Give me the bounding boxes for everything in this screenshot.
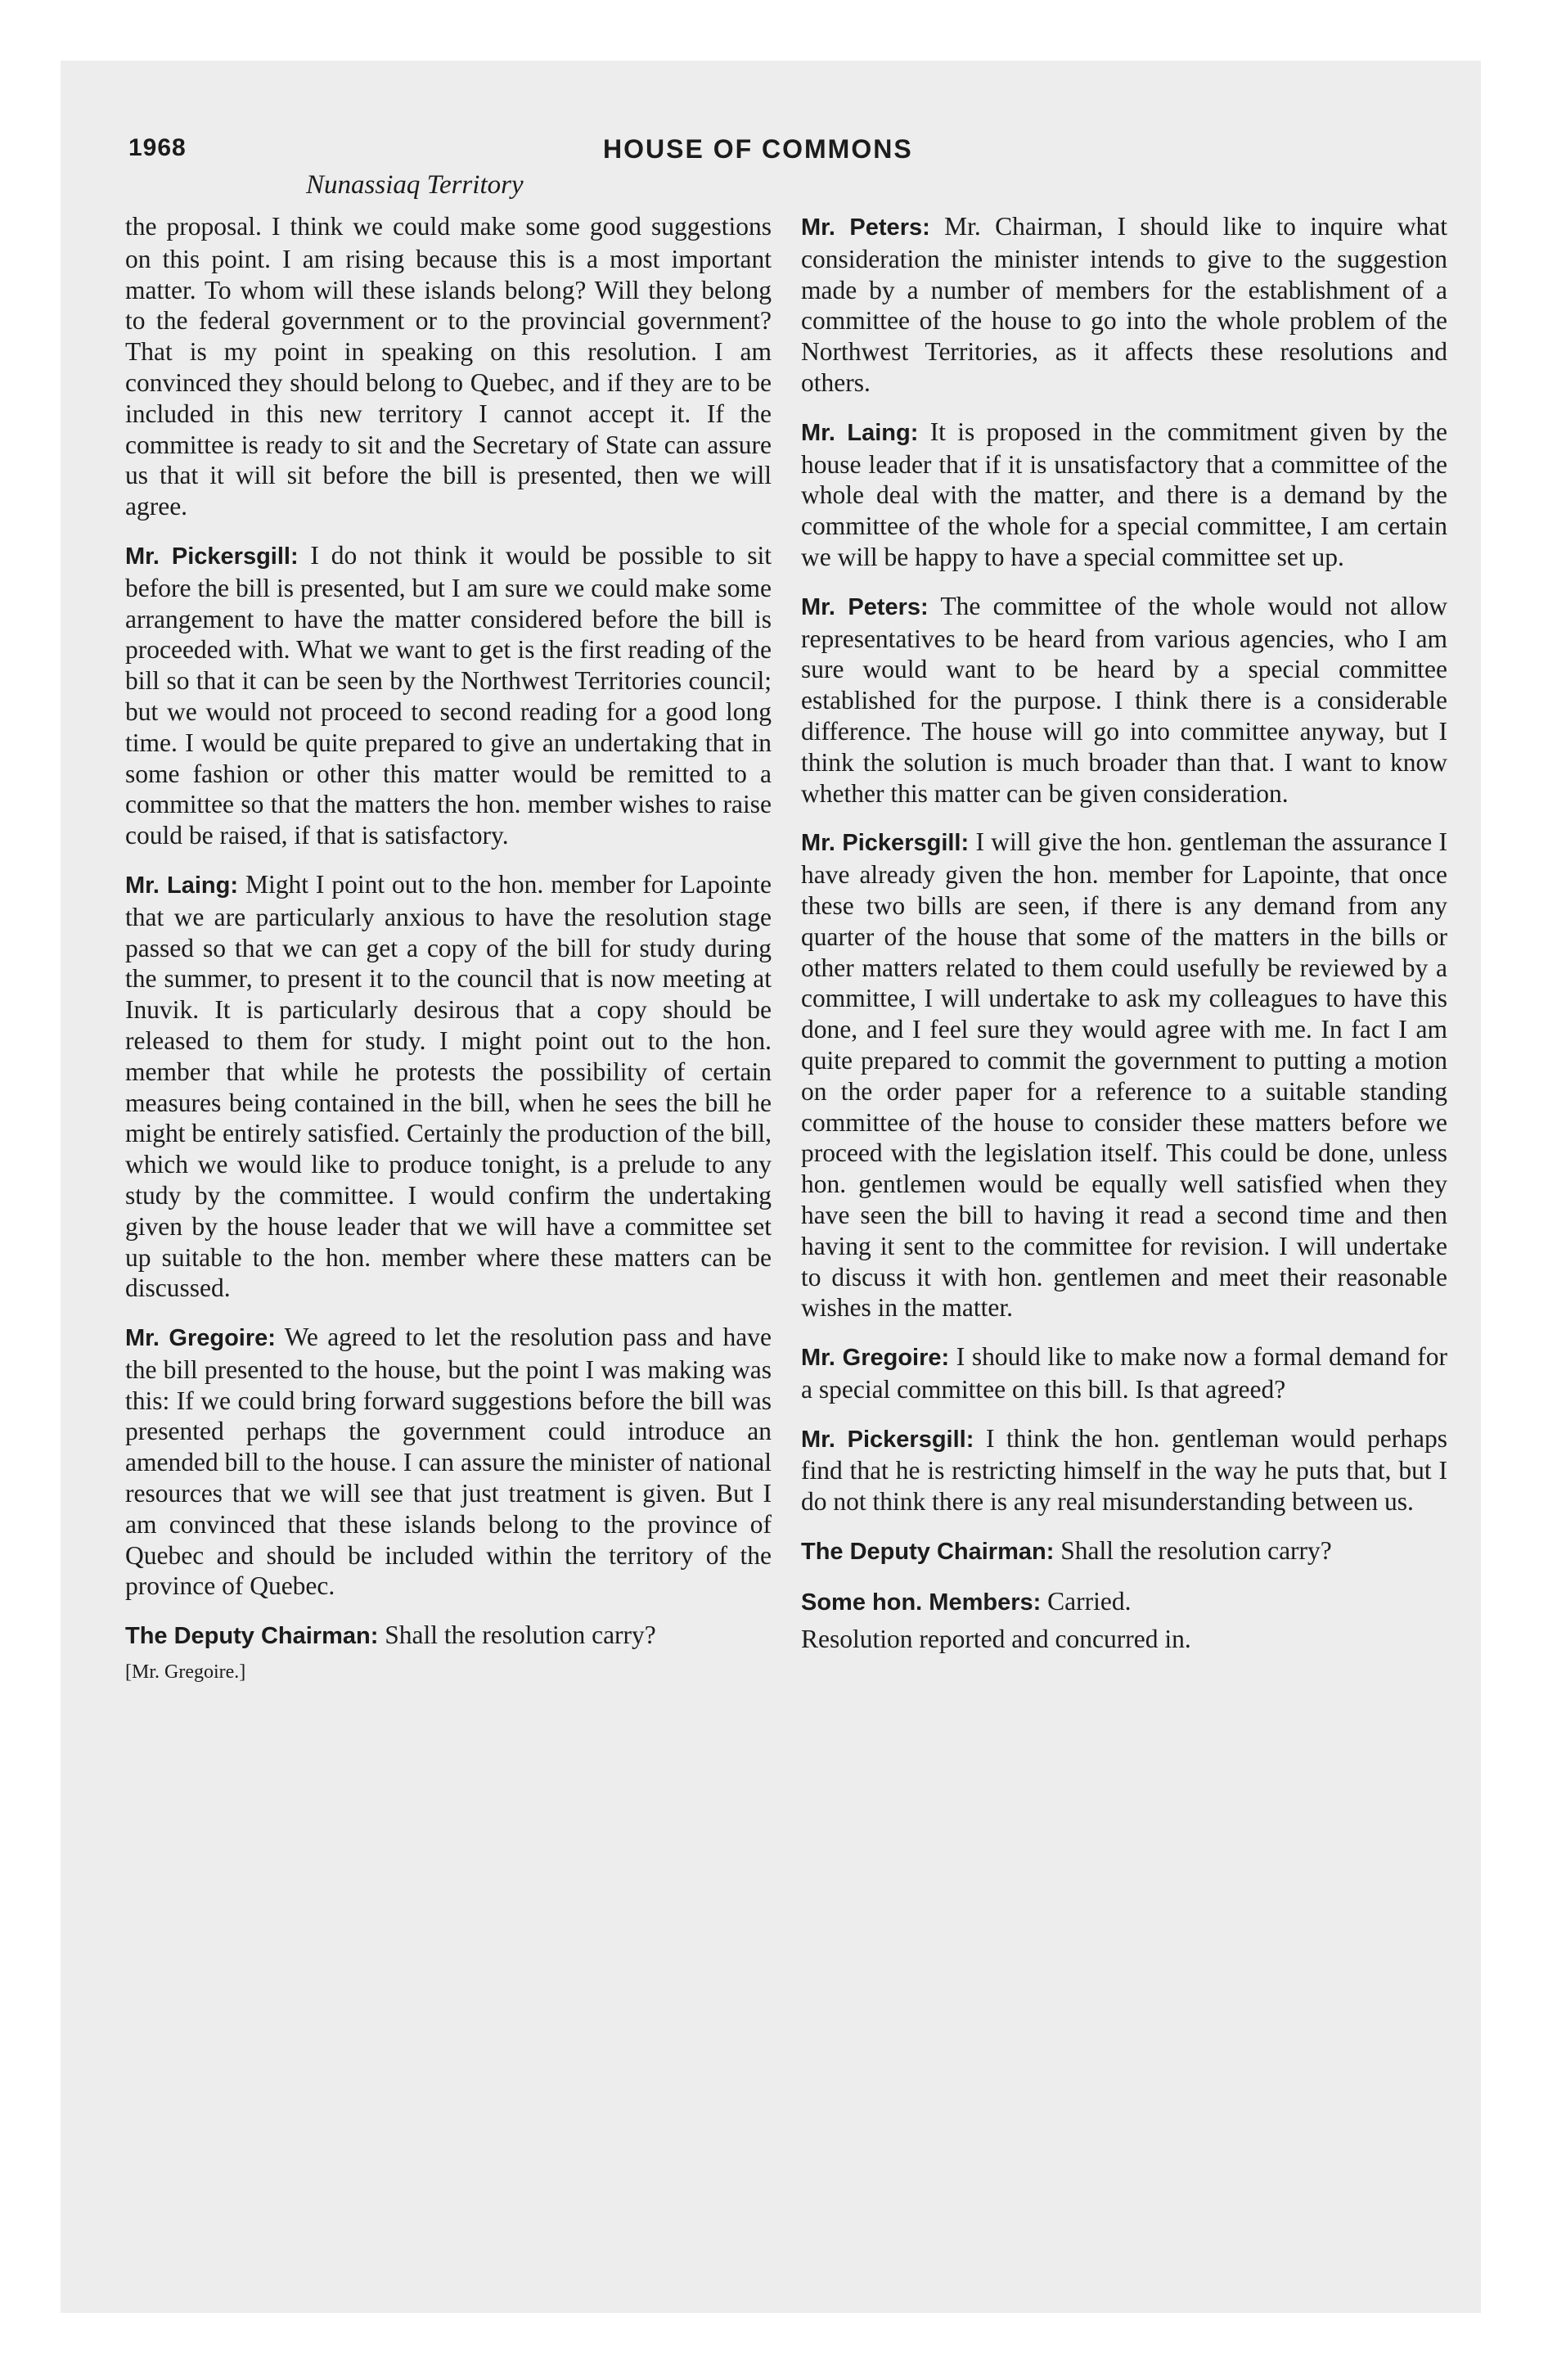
page-number: 1968	[128, 134, 187, 161]
paragraph-text: Carried.	[1047, 1586, 1132, 1616]
attribution: [Mr. Gregoire.]	[125, 1661, 246, 1684]
paragraph	[801, 1535, 1447, 1568]
paragraph	[801, 211, 1447, 399]
paragraph-text: I will give the hon. gentleman the assurance I have already given the hon. member for Lapointe, that once these two bills are seen, if there is any demand from any quarter of the house that some of the matters in the bills or other matters related to them could usefully be reviewed by a committee, I will undertake to ask my colleagues to have this done, and I feel sure they would agree with me. In fact I am quite prepared to commit the government to putting a motion on the order paper for a reference to a suitable standing committee of the house to consider these matters before we proceed with the legislation itself. This could be done, unless hon. gentlemen would be equally well satisfied when they have seen the bill to having it read a second time and then having it sent to the committee for revision. I will undertake to discuss it with hon. gentlemen and meet their reasonable wishes in the matter.	[801, 827, 1448, 1323]
paragraph-text: I should like to make now a formal demand for a special committee on this bill. Is that agreed?	[801, 1342, 1447, 1404]
paragraph	[125, 1620, 772, 1652]
paragraph-text: Shall the resolution carry?	[1060, 1536, 1332, 1566]
speaker-name: Mr. Peters:	[801, 214, 930, 241]
speaker-name: Mr. Gregoire:	[125, 1325, 276, 1352]
paragraph-text: Shall the resolution carry?	[385, 1620, 656, 1650]
paragraph	[801, 1341, 1447, 1405]
paragraph-text: The committee of the whole would not allow representatives to be heard from various agencies, who I am sure would want to be heard by a special committee established for the purpose. I think there is a considerable difference. The house will go into committee anyway, but I think the solution is much broader than that. I want to know whether this matter can be given consideration.	[801, 591, 1447, 808]
paragraph	[801, 1586, 1447, 1619]
speaker-name: The Deputy Chairman:	[801, 1539, 1055, 1566]
speaker-name: Mr. Pickersgill:	[801, 830, 970, 857]
paragraph-text: Mr. Chairman, I should like to inquire what consideration the minister intends to give to the suggestion made by a number of members for the establishment of a committee of the house to go into the whole problem of the Northwest Territories, as it affects these resolutions and others.	[801, 212, 1447, 397]
paragraph-text: It is proposed in the commitment given by the house leader that if it is unsatisfactory that a committee of the whole deal with the matter, and there is a demand by the committee of the whole for a special committee, I am certain we will be happy to have a special committee set up.	[801, 417, 1448, 571]
page-header	[128, 134, 1454, 170]
paragraph	[801, 1423, 1447, 1517]
speaker-name: Mr. Laing:	[801, 419, 919, 446]
paragraph	[125, 211, 772, 522]
paragraph-text: Might I point out to the hon. member for Lapointe that we are particularly anxious to have the resolution stage passed so that we can get a copy of the bill for study during the summer, to present it to the council that is now meeting at Inuvik. It is particularly desirous that a copy should be released to them for study. I might point out to the hon. member that while he protests the possibility of certain measures being contained in the bill, when he sees the bill he might be entirely satisfied. Certainly the production of the bill, which we would like to produce tonight, is a prelude to any study by the committee. I would confirm the undertaking given by the house leader that we will have a committee set up suitable to the hon. member where these matters can be discussed.	[125, 869, 772, 1303]
paragraph	[125, 869, 772, 1304]
paragraph	[801, 1624, 1447, 1657]
paragraph	[125, 540, 772, 851]
paragraph	[125, 1322, 772, 1602]
paragraph-text: the proposal. I think we could make some good suggestions on this point. I am rising because this is a most important matter. To whom will these islands belong? Will they belong to the federal government or to the provincial government? That is my point in speaking on this resolution. I am convinced they should belong to Quebec, and if they are to be included in this new territory I cannot accept it. If the committee is ready to sit and the Secretary of State can assure us that it will sit before the bill is presented, then we will agree.	[125, 212, 772, 521]
paragraph-text: Resolution reported and concurred in.	[801, 1624, 1191, 1653]
speaker-name: Mr. Pickersgill:	[801, 1426, 974, 1453]
paragraph-text: I think the hon. gentleman would perhaps find that he is restricting himself in the way he puts that, but I do not think there is any real misunderstanding between us.	[801, 1423, 1448, 1517]
speaker-name: Mr. Pickersgill:	[125, 543, 299, 570]
speaker-name: Mr. Laing:	[125, 872, 239, 899]
speaker-name: Mr. Peters:	[801, 593, 929, 620]
speaker-name: The Deputy Chairman:	[125, 1623, 379, 1650]
paragraph	[801, 827, 1447, 1323]
journal-title: HOUSE OF COMMONS	[603, 134, 913, 164]
paragraph-text: I do not think it would be possible to sit before the bill is presented, but I am sure we could make some arrangement to have the matter considered before the bill is proceeded with. What we want to get is the first reading of the bill so that it can be seen by the Northwest Territories council; but we would not proceed to second reading for a good long time. I would be quite prepared to give an undertaking that in some fashion or other this matter would be remitted to a committee so that the matters the hon. member wishes to raise could be raised, if that is satisfactory.	[125, 540, 772, 850]
paragraph	[801, 591, 1447, 809]
speaker-name: Mr. Gregoire:	[801, 1345, 950, 1372]
section-title: Nunassiaq Territory	[306, 170, 524, 200]
paragraph-text: We agreed to let the resolution pass and have the bill presented to the house, but the point I was making was this: If we could bring forward suggestions before the bill was presented perhaps the government could introduce an amended bill to the house. I can assure the minister of national resources that we will see that just treatment is given. But I am convinced that these islands belong to the province of Quebec and should be included within the territory of the province of Quebec.	[125, 1323, 772, 1601]
paragraph	[801, 417, 1447, 573]
left-column	[125, 211, 772, 1688]
right-column	[801, 211, 1447, 1674]
speaker-name: Some hon. Members:	[801, 1589, 1042, 1616]
